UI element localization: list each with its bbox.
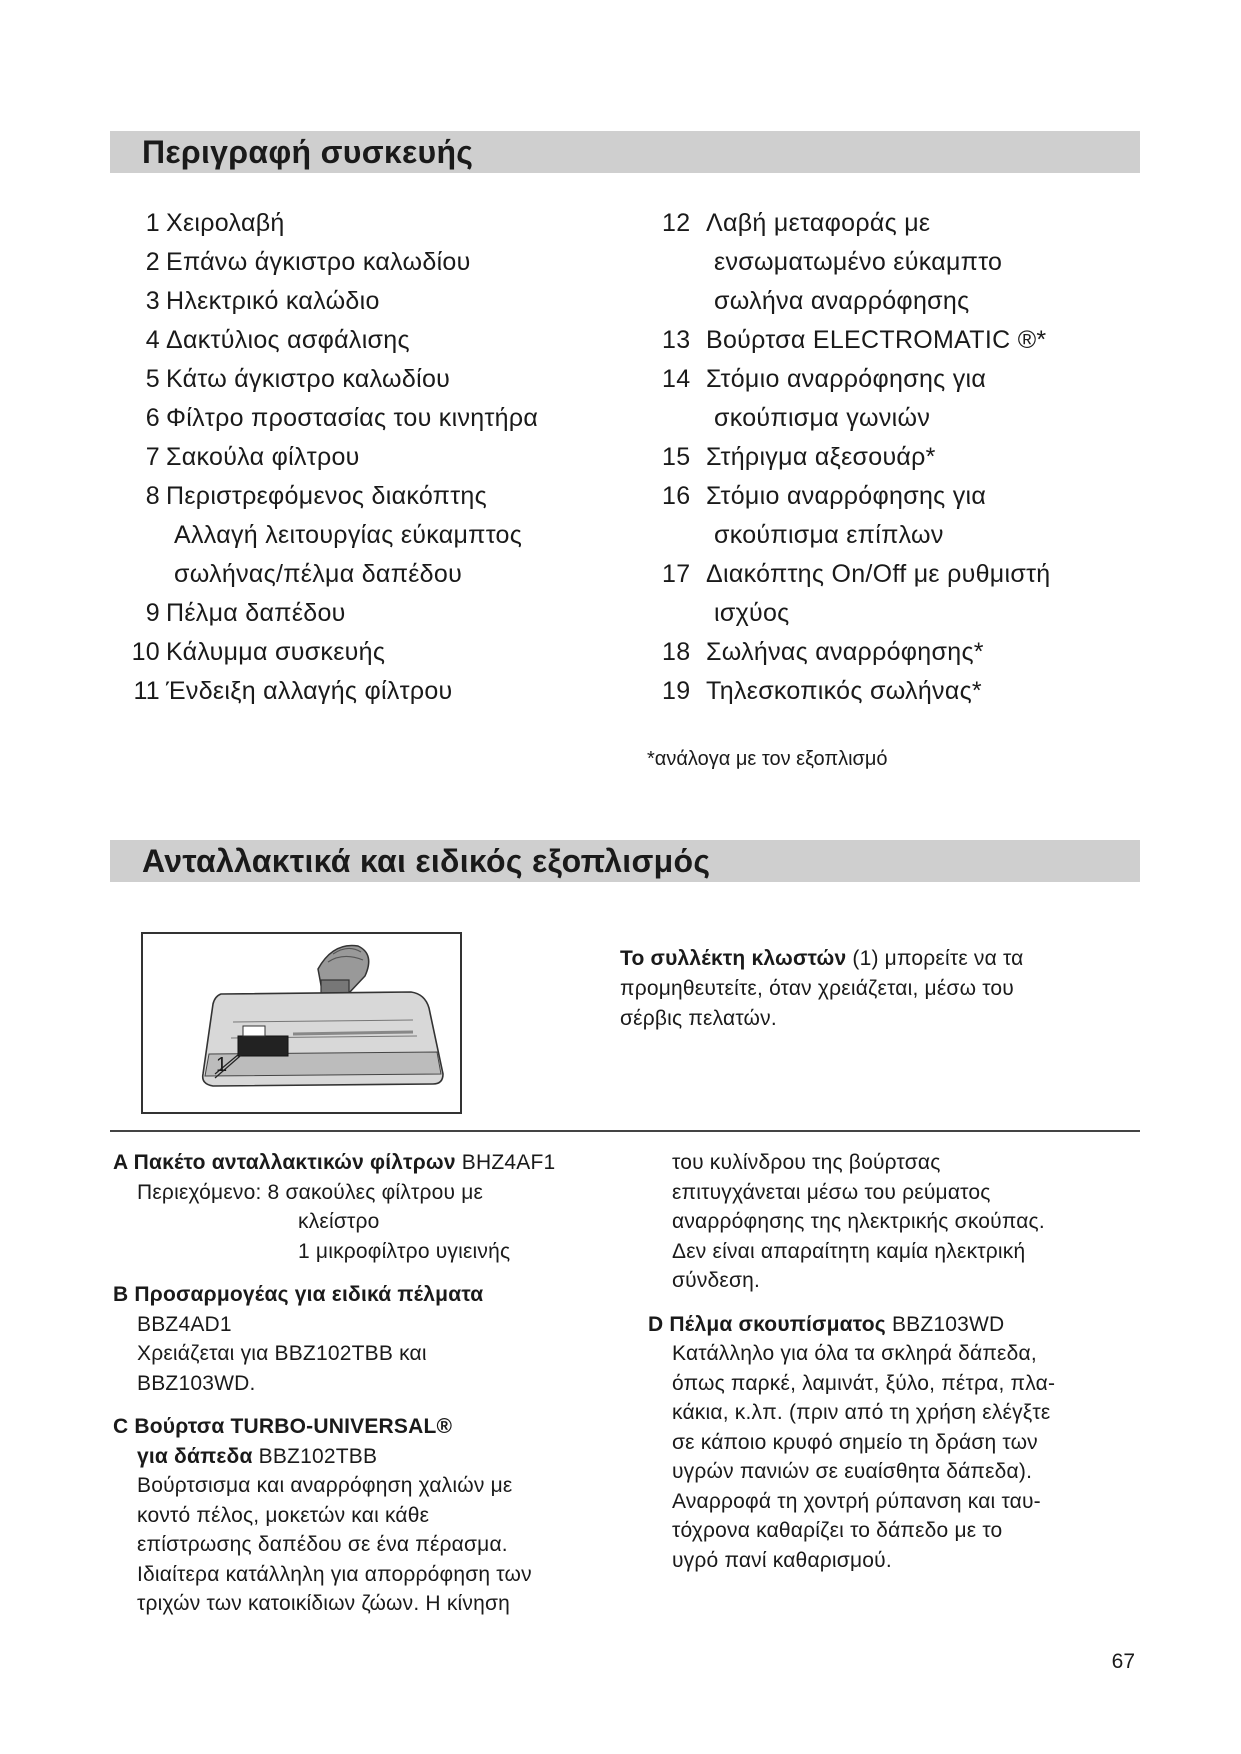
list-item: 19 Τηλεσκοπικός σωλήνας*: [662, 677, 982, 705]
list-item: 12 Λαβή μεταφοράς με: [662, 209, 931, 237]
section-header-band: [110, 840, 1140, 882]
list-item: 4 Δακτύλιος ασφάλισης: [145, 326, 410, 354]
parts-list-right: [662, 204, 1050, 711]
thread-collector-intro: Το συλλέκτη κλωστών (1) μπορείτε να τα προμηθευτείτε, όταν χρειάζεται, μέσω του σέρβις πελατών.: [620, 947, 1024, 1030]
list-item: 17 Διακόπτης On/Off με ρυθμιστή: [662, 560, 1051, 588]
floor-nozzle-icon: [143, 934, 460, 1112]
list-item: σωλήνα αναρρόφησης: [714, 287, 970, 315]
list-item: ισχύος: [714, 599, 790, 627]
parts-list-left: [122, 204, 538, 711]
divider: [110, 1130, 1140, 1132]
section-title-spare-parts: Ανταλλακτικά και ειδικός εξοπλισμός: [142, 843, 711, 879]
footnote-equipment: *ανάλογα με τον εξοπλισμό: [647, 748, 888, 770]
list-item: Αλλαγή λειτουργίας εύκαμπτος: [174, 521, 523, 549]
list-item: 8 Περιστρεφόμενος διακόπτης: [145, 482, 487, 510]
list-item: 7 Σακούλα φίλτρου: [145, 443, 360, 471]
list-item: 3 Ηλεκτρικό καλώδιο: [145, 287, 380, 315]
list-item: 18 Σωλήνας αναρρόφησης*: [662, 638, 984, 666]
list-item: 16 Στόμιο αναρρόφησης για: [662, 482, 987, 510]
list-item: σκούπισμα επίπλων: [714, 521, 944, 549]
list-item: 11 Ένδειξη αλλαγής φίλτρου: [133, 677, 453, 705]
accessory-c: C Βούρτσα TURBO-UNIVERSAL® για δάπεδα BBZ102TBB Βούρτσισμα και αναρρόφηση χαλιών με κοντό πέλος, μοκετών και κάθε επίστρωσης δαπέδου σε ένα πέρασμα. Ιδιαίτερα κατάλληλη για απορρόφηση των τριχών των κατοικίδιων ζώων. Η κίνηση: [113, 1415, 532, 1615]
list-item: 10 Κάλυμμα συσκευής: [131, 638, 386, 666]
accessory-d: D Πέλμα σκουπίσματος BBZ103WD Κατάλληλο για όλα τα σκληρά δάπεδα, όπως παρκέ, λαμινάτ, ξύλο, πέτρα, πλα- κάκια, κ.λπ. (πριν από τη χρήση ελέγξτε σε κάποιο κρυφό σημείο τη δράση των υγρών πανιών σε ευαίσθητα δάπεδα). Αναρροφά τη χοντρή ρύπανση και ταυ- τόχρονα καθαρίζει το δάπεδο με το υγρό πανί καθαρισμού.: [648, 1312, 1056, 1572]
list-item: 1 Χειρολαβή: [145, 209, 285, 237]
list-item: 5 Κάτω άγκιστρο καλωδίου: [145, 365, 451, 393]
list-item: 2 Επάνω άγκιστρο καλωδίου: [145, 248, 471, 276]
list-item: σκούπισμα γωνιών: [714, 404, 931, 432]
list-item: 6 Φίλτρο προστασίας του κινητήρα: [145, 404, 539, 432]
list-item: σωλήνας/πέλμα δαπέδου: [174, 560, 463, 588]
section-header-band: [110, 131, 1140, 173]
nozzle-illustration: [141, 932, 462, 1114]
section-title-appliance-description: Περιγραφή συσκευής: [142, 134, 474, 170]
accessories-right: [648, 1148, 1148, 1575]
list-item: 13 Βούρτσα ELECTROMATIC ®*: [662, 326, 1047, 354]
accessory-b: B Προσαρμογέας για ειδικά πέλματα BBZ4AD1 Χρειάζεται για BBZ102TBB και BBZ103WD.: [113, 1283, 484, 1395]
figure-label: 1: [216, 1054, 228, 1076]
accessories-left: [113, 1148, 633, 1619]
list-item: 9 Πέλμα δαπέδου: [145, 599, 346, 627]
page-number: 67: [1111, 1650, 1135, 1673]
accessory-c-continued: του κυλίνδρου της βούρτσας επιτυγχάνεται μέσω του ρεύματος αναρρόφησης της ηλεκτρικής σκούπας. Δεν είναι απαραίτητη καμία ηλεκτρική σύνδεση.: [672, 1151, 1045, 1292]
list-item: 15 Στήριγμα αξεσουάρ*: [662, 443, 936, 471]
list-item: ενσωματωμένο εύκαμπτο: [714, 248, 1003, 276]
list-item: 14 Στόμιο αναρρόφησης για: [662, 365, 987, 393]
accessory-a: A Πακέτο ανταλλακτικών φίλτρων BHZ4AF1 Περιεχόμενο: 8 σακούλες φίλτρου με κλείστρο 1 μικροφίλτρο υγιεινής: [113, 1151, 556, 1263]
